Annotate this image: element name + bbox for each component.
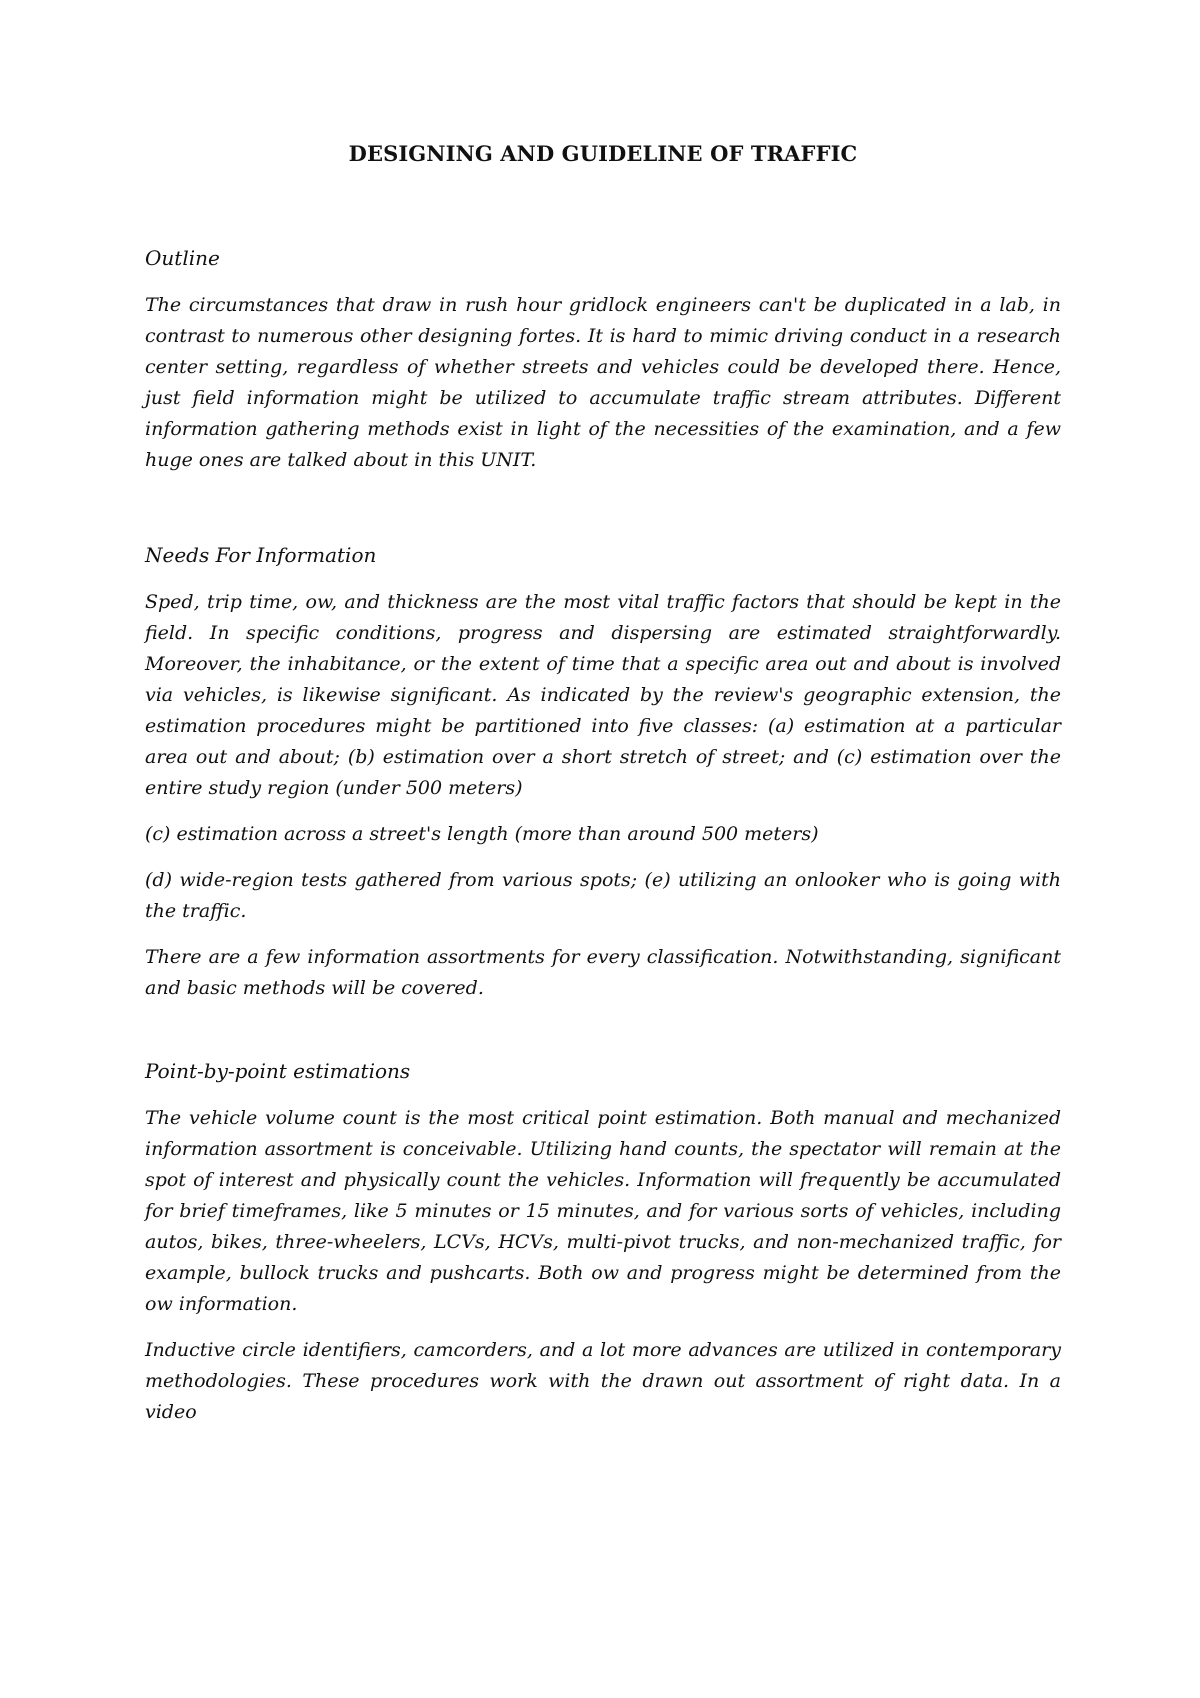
section-heading: Point-by-point estimations [145, 1059, 411, 1083]
section-spacer [145, 491, 1061, 543]
paragraph: (d) wide-region tests gathered from various spots; (e) utilizing an onlooker who is going with the traffic. [145, 869, 1061, 922]
paragraph: The circumstances that draw in rush hour gridlock engineers can't be duplicated in a lab, in contrast to numerous other designing fortes. It is hard to mimic driving conduct in a research center setting, regardless of whether streets and vehicles could be developed there. Hence, just field information might be utilized to accumulate traffic stream attributes. Different information gathering methods exist in light of the necessities of the examination, and a few huge ones are talked about in this UNIT. [145, 294, 1061, 471]
section-needs-for-information [145, 543, 1061, 1004]
paragraph: Sped, trip time, ow, and thickness are the most vital traffic factors that should be kept in the field. In specific conditions, progress and dispersing are estimated straightforwardly. Moreover, the inhabitance, or the extent of time that a specific area out and about is involved via vehicles, is likewise significant. As indicated by the review's geographic extension, the estimation procedures might be partitioned into five classes: (a) estimation at a particular area out and about; (b) estimation over a short stretch of street; and (c) estimation over the entire study region (under 500 meters) [145, 591, 1061, 799]
document-title: DESIGNING AND GUIDELINE OF TRAFFIC [348, 141, 858, 166]
paragraph: There are a few information assortments for every classification. Notwithstanding, significant and basic methods will be covered. [145, 946, 1061, 999]
section-heading: Outline [145, 246, 220, 270]
section-spacer [145, 1019, 1061, 1059]
section-outline [145, 246, 1061, 476]
paragraph: The vehicle volume count is the most critical point estimation. Both manual and mechanized information assortment is conceivable. Utilizing hand counts, the spectator will remain at the spot of interest and physically count the vehicles. Information will frequently be accumulated for brief timeframes, like 5 minutes or 15 minutes, and for various sorts of vehicles, including autos, bikes, three-wheelers, LCVs, HCVs, multi-pivot trucks, and non-mechanized traffic, for example, bullock trucks and pushcarts. Both ow and progress might be determined from the ow information. [145, 1107, 1061, 1315]
paragraph: Inductive circle identifiers, camcorders, and a lot more advances are utilized in contemporary methodologies. These procedures work with the drawn out assortment of right data. In a video [145, 1339, 1061, 1423]
section-heading: Needs For Information [145, 543, 377, 567]
paragraph: (c) estimation across a street's length (more than around 500 meters) [145, 823, 819, 845]
page-content [145, 140, 1061, 1443]
section-point-by-point-estimations [145, 1059, 1061, 1428]
